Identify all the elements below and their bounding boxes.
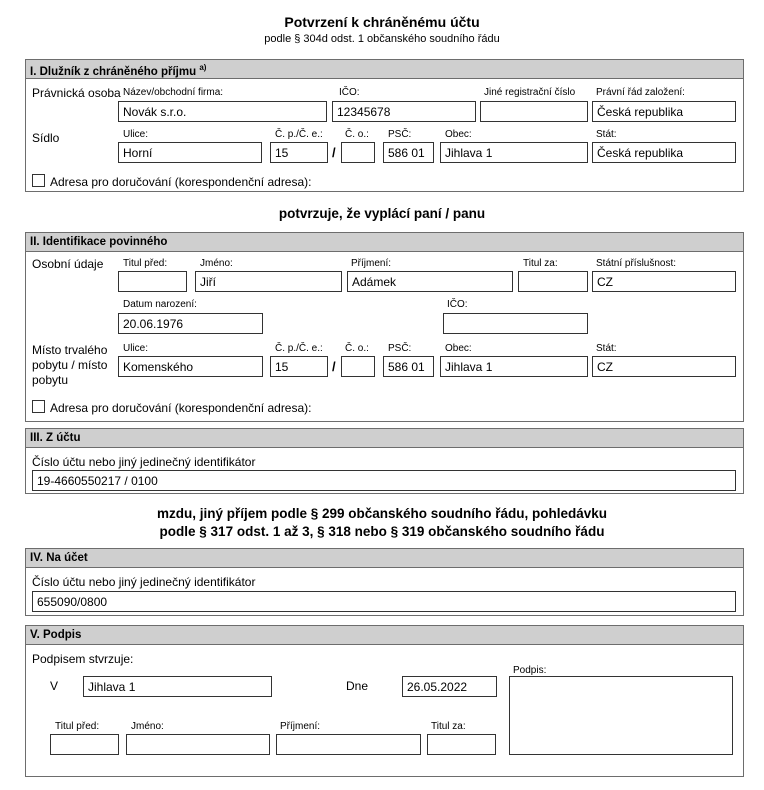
dob-field[interactable]: 20.06.1976 <box>118 313 263 334</box>
ico-field[interactable]: 12345678 <box>332 101 476 122</box>
section-to-account <box>25 548 744 616</box>
section-heading: V. Podpis <box>26 626 743 645</box>
dob-label: Datum narození: <box>123 299 197 310</box>
other-reg-field[interactable] <box>480 101 588 122</box>
ico-label: IČO: <box>339 87 360 98</box>
co-field[interactable] <box>341 356 375 377</box>
slash-separator: / <box>332 145 336 160</box>
place-label: V <box>50 679 59 693</box>
street-field[interactable]: Horní <box>118 142 262 163</box>
city-field[interactable]: Jihlava 1 <box>440 142 588 163</box>
place-field[interactable]: Jihlava 1 <box>83 676 272 697</box>
section-heading: II. Identifikace povinného <box>26 233 743 252</box>
city-label: Obec: <box>445 343 472 354</box>
confirms-text: potvrzuje, že vyplácí paní / panu <box>278 206 486 221</box>
surname-label: Příjmení: <box>280 721 321 732</box>
section-signature <box>25 625 744 777</box>
state-field[interactable]: CZ <box>592 356 736 377</box>
other-reg-label: Jiné registrační číslo <box>484 87 576 98</box>
residence-label-line2: pobytu / místo <box>32 358 108 372</box>
date-label: Dne <box>346 679 369 693</box>
section-heading: I. Dlužník z chráněného příjmu $^{a)}$ <box>26 60 743 79</box>
section-heading: III. Z účtu <box>26 429 743 448</box>
co-field[interactable] <box>341 142 375 163</box>
delivery-address-label: Adresa pro doručování (korespondenční adresa): <box>50 401 312 415</box>
ico-label: IČO: <box>447 299 468 310</box>
wage-text-line2: podle § 317 odst. 1 až 3, § 318 nebo § 319 občanského soudního řádu <box>159 524 605 539</box>
street-field[interactable]: Komenského <box>118 356 263 377</box>
cp-field[interactable]: 15 <box>270 142 328 163</box>
street-label: Ulice: <box>123 343 149 354</box>
section-heading: IV. Na účet <box>26 549 743 568</box>
account-label: Číslo účtu nebo jiný jedinečný identifikátor <box>32 455 256 469</box>
to-account-field[interactable]: 655090/0800 <box>32 591 736 612</box>
ico-field[interactable] <box>443 313 588 334</box>
psc-label: PSČ: <box>388 129 412 140</box>
co-label: Č. o.: <box>345 129 369 140</box>
account-label: Číslo účtu nebo jiný jedinečný identifikátor <box>32 575 256 589</box>
name-label: Název/obchodní firma: <box>123 87 224 98</box>
section-debtor <box>25 59 744 192</box>
title-before-field[interactable] <box>50 734 119 755</box>
delivery-address-checkbox[interactable] <box>32 174 45 187</box>
signature-confirms-label: Podpisem stvrzuje: <box>32 652 134 666</box>
first-name-field[interactable]: Jiří <box>195 271 342 292</box>
legal-order-field[interactable]: Česká republika <box>592 101 736 122</box>
street-label: Ulice: <box>123 129 149 140</box>
first-name-label: Jméno: <box>131 721 164 732</box>
page-title: Potvrzení k chráněnému účtu <box>284 14 480 30</box>
page-subtitle: podle § 304d odst. 1 občanského soudního řádu <box>264 33 500 45</box>
first-name-field[interactable] <box>126 734 270 755</box>
co-label: Č. o.: <box>345 343 369 354</box>
slash-separator: / <box>332 359 336 374</box>
cp-label: Č. p./Č. e.: <box>275 343 323 354</box>
residence-label-line1: Místo trvalého <box>32 343 108 357</box>
title-before-field[interactable] <box>118 271 187 292</box>
legal-order-label: Právní řád založení: <box>596 87 685 98</box>
psc-field[interactable]: 586 01 <box>383 142 434 163</box>
surname-field[interactable]: Adámek <box>347 271 513 292</box>
city-label: Obec: <box>445 129 472 140</box>
surname-field[interactable] <box>276 734 421 755</box>
cp-label: Č. p./Č. e.: <box>275 129 323 140</box>
surname-label: Příjmení: <box>351 258 392 269</box>
signature-label: Podpis: <box>513 665 547 676</box>
title-after-label: Titul za: <box>431 721 466 732</box>
legal-person-label: Právnická osoba <box>32 86 121 100</box>
personal-data-label: Osobní údaje <box>32 257 104 271</box>
cp-field[interactable]: 15 <box>270 356 328 377</box>
delivery-address-label: Adresa pro doručování (korespondenční adresa): <box>50 175 312 189</box>
residence-label-line3: pobytu <box>32 373 69 387</box>
seat-label: Sídlo <box>32 131 60 145</box>
title-after-field[interactable] <box>427 734 496 755</box>
signature-box[interactable] <box>509 676 733 755</box>
psc-label: PSČ: <box>388 343 412 354</box>
title-before-label: Titul před: <box>123 258 168 269</box>
wage-text-line1: mzdu, jiný příjem podle § 299 občanského soudního řádu, pohledávku <box>156 506 608 521</box>
section-from-account <box>25 428 744 494</box>
citizenship-label: Státní příslušnost: <box>596 258 677 269</box>
section-obligor <box>25 232 744 422</box>
title-after-label: Titul za: <box>523 258 558 269</box>
date-field[interactable]: 26.05.2022 <box>402 676 497 697</box>
citizenship-field[interactable]: CZ <box>592 271 736 292</box>
company-name-field[interactable]: Novák s.r.o. <box>118 101 327 122</box>
title-before-label: Titul před: <box>55 721 100 732</box>
delivery-address-checkbox[interactable] <box>32 400 45 413</box>
state-label: Stát: <box>596 343 617 354</box>
state-label: Stát: <box>596 129 617 140</box>
psc-field[interactable]: 586 01 <box>383 356 434 377</box>
title-after-field[interactable] <box>518 271 588 292</box>
state-field[interactable]: Česká republika <box>592 142 736 163</box>
first-name-label: Jméno: <box>200 258 233 269</box>
city-field[interactable]: Jihlava 1 <box>440 356 588 377</box>
from-account-field[interactable]: 19-4660550217 / 0100 <box>32 470 736 491</box>
